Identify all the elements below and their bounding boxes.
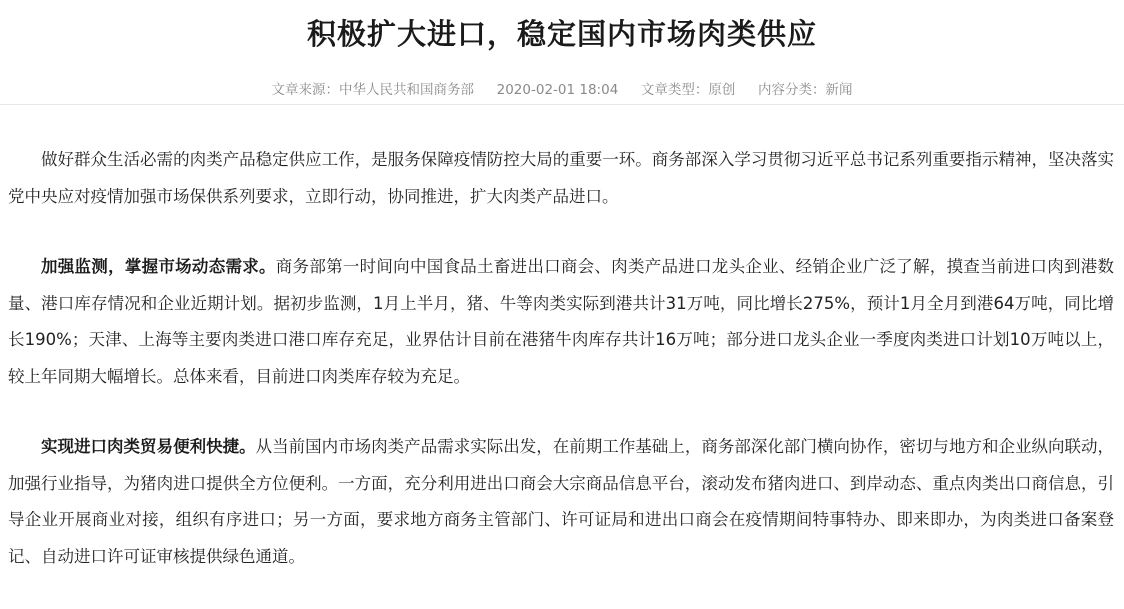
category-label: 内容分类： <box>757 82 826 98</box>
paragraph-lead: 加强监测，掌握市场动态需求。 <box>41 257 276 276</box>
paragraph-text: 做好群众生活必需的肉类产品稳定供应工作，是服务保障疫情防控大局的重要一环。商务部深入学习贯彻习近平总书记系列重要指示精神，坚决落实党中央应对疫情加强市场保供系列要求，立即行动，协同推进，扩大肉类产品进口。 <box>8 150 1114 206</box>
article-title: 积极扩大进口，稳定国内市场肉类供应 <box>306 17 817 51</box>
paragraph-text: 从当前国内市场肉类产品需求实际出发，在前期工作基础上，商务部深化部门横向协作，密切与地方和企业纵向联动，加强行业指导，为猪肉进口提供全方位便利。一方面，充分利用进出口商会大宗商品信息平台，滚动发布猪肉进口、到岸动态、重点肉类出口商信息，引导企业开展商业对接，组织有序进口；另一方面，要求地方商务主管部门、许可证局和进出口商会在疫情期间特事特办、即来即办，为肉类进口备案登记、自动进口许可证审核提供绿色通道。 <box>8 437 1115 566</box>
article-body <box>8 142 1114 609</box>
article-meta <box>0 80 1124 100</box>
publish-datetime: 2020-02-01 18:04 <box>496 82 619 98</box>
source-value: 中华人民共和国商务部 <box>339 82 475 98</box>
type-value: 原创 <box>708 82 736 98</box>
paragraph-lead: 实现进口肉类贸易便利快捷。 <box>41 437 256 456</box>
header-divider <box>0 104 1124 105</box>
category-value: 新闻 <box>825 82 853 98</box>
source-label: 文章来源： <box>271 82 340 98</box>
paragraph-monitoring <box>8 249 1114 395</box>
type-label: 文章类型： <box>640 82 709 98</box>
paragraph-text: 商务部第一时间向中国食品土畜进出口商会、肉类产品进口龙头企业、经销企业广泛了解，摸查当前进口肉到港数量、港口库存情况和企业近期计划。据初步监测，1月上半月，猪、牛等肉类实际到港共计31万吨，同比增长275%，预计1月全月到港64万吨，同比增长190%；天津、上海等主要肉类进口港口库存充足，业界估计目前在港猪牛肉库存共计16万吨；部分进口龙头企业一季度肉类进口计划10万吨以上，较上年同期大幅增长。总体来看，目前进口肉类库存较为充足。 <box>8 257 1115 386</box>
paragraph-intro <box>8 142 1114 215</box>
paragraph-trade-facilitation <box>8 429 1114 575</box>
